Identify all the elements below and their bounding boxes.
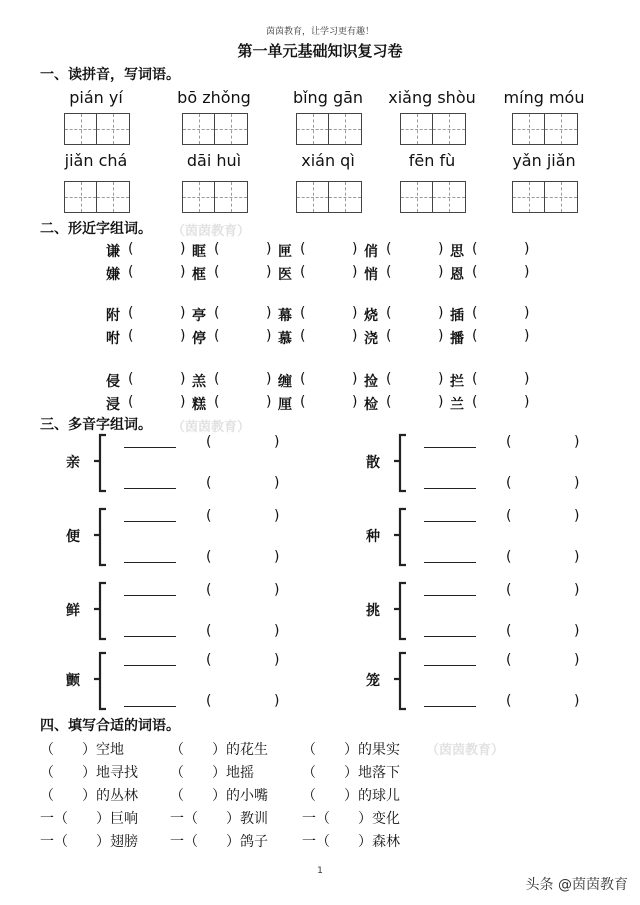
answer-line [124,706,176,707]
brace-icon [92,433,108,493]
writing-grid[interactable] [182,181,248,213]
brace-icon [92,507,108,567]
character: 恩 [450,267,464,283]
grid-cell [401,182,433,212]
open-paren: ( [206,508,212,524]
grid-cell [545,114,577,144]
fill-item: （ ）的丛林 [40,788,138,804]
character: 医 [278,267,292,283]
section1-heading: 一、读拼音，写词语。 [40,67,180,83]
character: 厘 [278,397,292,413]
character: 悄 [364,267,378,283]
fill-item: 一（ ）鸽子 [170,834,268,850]
open-paren: ( [214,371,220,387]
open-paren: ( [506,652,512,668]
close-paren: ) [438,371,444,387]
open-paren: ( [206,549,212,565]
close-paren: ) [524,328,530,344]
close-paren: ) [524,394,530,410]
grid-cell [329,114,361,144]
open-paren: ( [472,264,478,280]
answer-line [424,706,476,707]
pinyin-label: xián qì [301,151,355,170]
close-paren: ) [524,371,530,387]
open-paren: ( [386,264,392,280]
open-paren: ( [506,582,512,598]
close-paren: ) [574,434,580,450]
open-paren: ( [214,264,220,280]
answer-line [424,521,476,522]
close-paren: ) [352,241,358,257]
grid-cell [65,182,97,212]
close-paren: ) [266,371,272,387]
open-paren: ( [206,623,212,639]
answer-line [124,562,176,563]
polyphone-char: 散 [366,455,380,471]
answer-line [124,488,176,489]
character: 幕 [278,308,292,324]
character: 停 [192,331,206,347]
character: 缠 [278,374,292,390]
grid-cell [65,114,97,144]
close-paren: ) [180,241,186,257]
fill-item: （ ）的花生 [170,742,268,758]
fill-item: （ ）地寻找 [40,765,138,781]
open-paren: ( [206,475,212,491]
brace-icon [392,581,408,641]
open-paren: ( [472,241,478,257]
watermark: （茵茵教育） [426,743,505,758]
open-paren: ( [206,652,212,668]
open-paren: ( [506,549,512,565]
character: 检 [364,397,378,413]
character: 捡 [364,374,378,390]
open-paren: ( [300,394,306,410]
character: 侵 [106,374,120,390]
grid-cell [215,182,247,212]
page-number: 1 [317,866,323,876]
open-paren: ( [506,475,512,491]
close-paren: ) [180,264,186,280]
close-paren: ) [180,328,186,344]
pinyin-label: xiǎng shòu [388,88,476,107]
pinyin-label: jiǎn chá [64,151,128,170]
open-paren: ( [386,241,392,257]
close-paren: ) [438,241,444,257]
header-note: 茵茵教育，让学习更有趣！ [265,27,374,37]
open-paren: ( [506,508,512,524]
close-paren: ) [180,394,186,410]
close-paren: ) [438,305,444,321]
answer-line [124,636,176,637]
close-paren: ) [274,508,280,524]
character: 拦 [450,374,464,390]
open-paren: ( [300,328,306,344]
polyphone-char: 挑 [366,603,380,619]
pinyin-label: yǎn jiǎn [512,151,576,170]
grid-cell [97,114,129,144]
grid-cell [513,114,545,144]
character: 浸 [106,397,120,413]
character: 烧 [364,308,378,324]
character: 亭 [192,308,206,324]
open-paren: ( [214,241,220,257]
pinyin-label: dāi huì [186,151,242,170]
open-paren: ( [472,394,478,410]
answer-line [424,636,476,637]
grid-cell [513,182,545,212]
close-paren: ) [352,328,358,344]
open-paren: ( [128,241,134,257]
fill-item: （ ）空地 [40,742,124,758]
close-paren: ) [274,434,280,450]
grid-cell [183,114,215,144]
character: 匣 [278,244,292,260]
open-paren: ( [128,264,134,280]
close-paren: ) [274,549,280,565]
close-paren: ) [574,693,580,709]
brace-icon [92,651,108,711]
open-paren: ( [300,305,306,321]
open-paren: ( [300,264,306,280]
character: 框 [192,267,206,283]
close-paren: ) [274,582,280,598]
answer-line [424,488,476,489]
open-paren: ( [128,394,134,410]
open-paren: ( [206,693,212,709]
character: 羔 [192,374,206,390]
open-paren: ( [472,371,478,387]
character: 兰 [450,397,464,413]
grid-cell [545,182,577,212]
fill-item: （ ）的小嘴 [170,788,268,804]
character: 慕 [278,331,292,347]
close-paren: ) [574,549,580,565]
close-paren: ) [180,371,186,387]
close-paren: ) [274,652,280,668]
answer-line [124,447,176,448]
answer-line [424,447,476,448]
polyphone-char: 颤 [66,673,80,689]
close-paren: ) [266,241,272,257]
brace-icon [392,507,408,567]
grid-cell [329,182,361,212]
character: 插 [450,308,464,324]
character: 附 [106,308,120,324]
character: 俏 [364,244,378,260]
brand-label: 头条 @茵茵教育 [525,877,628,893]
open-paren: ( [128,371,134,387]
writing-grid[interactable] [182,113,248,145]
character: 嫌 [106,267,120,283]
pinyin-label: pián yí [69,88,123,107]
close-paren: ) [180,305,186,321]
open-paren: ( [206,434,212,450]
character: 谦 [106,244,120,260]
close-paren: ) [574,623,580,639]
close-paren: ) [352,394,358,410]
close-paren: ) [266,394,272,410]
open-paren: ( [214,328,220,344]
close-paren: ) [266,328,272,344]
open-paren: ( [386,371,392,387]
writing-grid[interactable] [296,113,362,145]
fill-item: （ ）地摇 [170,765,254,781]
open-paren: ( [386,394,392,410]
polyphone-char: 鲜 [66,603,80,619]
close-paren: ) [274,693,280,709]
answer-line [124,665,176,666]
close-paren: ) [266,305,272,321]
fill-item: 一（ ）教训 [170,811,268,827]
open-paren: ( [214,394,220,410]
answer-line [424,562,476,563]
fill-item: 一（ ）翅膀 [40,834,138,850]
polyphone-char: 种 [366,529,380,545]
open-paren: ( [472,328,478,344]
answer-line [424,595,476,596]
close-paren: ) [438,328,444,344]
close-paren: ) [266,264,272,280]
character: 播 [450,331,464,347]
writing-grid[interactable] [400,181,466,213]
grid-cell [433,114,465,144]
fill-item: 一（ ）巨响 [40,811,138,827]
open-paren: ( [472,305,478,321]
grid-cell [183,182,215,212]
fill-item: （ ）的果实 [302,742,400,758]
grid-cell [97,182,129,212]
pinyin-label: fēn fù [408,151,456,170]
writing-grid[interactable] [64,113,130,145]
character: 思 [450,244,464,260]
open-paren: ( [206,582,212,598]
open-paren: ( [300,241,306,257]
writing-grid[interactable] [512,181,578,213]
brace-icon [392,651,408,711]
open-paren: ( [506,623,512,639]
fill-item: （ ）地落下 [302,765,400,781]
fill-item: （ ）的球儿 [302,788,400,804]
pinyin-label: bō zhǒng [177,88,251,107]
grid-cell [297,182,329,212]
section4-heading: 四、填写合适的词语。 [40,718,180,734]
close-paren: ) [274,475,280,491]
character: 糕 [192,397,206,413]
writing-grid[interactable] [400,113,466,145]
polyphone-char: 笼 [366,673,380,689]
close-paren: ) [274,623,280,639]
watermark: （茵茵教育） [172,224,251,239]
open-paren: ( [128,328,134,344]
writing-grid[interactable] [64,181,130,213]
open-paren: ( [386,328,392,344]
grid-cell [433,182,465,212]
close-paren: ) [352,305,358,321]
grid-cell [297,114,329,144]
fill-item: 一（ ）变化 [302,811,400,827]
character: 浇 [364,331,378,347]
character: 眶 [192,244,206,260]
open-paren: ( [506,693,512,709]
open-paren: ( [214,305,220,321]
writing-grid[interactable] [512,113,578,145]
close-paren: ) [352,371,358,387]
close-paren: ) [524,305,530,321]
grid-cell [215,114,247,144]
answer-line [424,665,476,666]
close-paren: ) [438,394,444,410]
open-paren: ( [300,371,306,387]
answer-line [124,595,176,596]
section2-heading: 二、形近字组词。 [40,221,152,237]
polyphone-char: 便 [66,529,80,545]
close-paren: ) [574,652,580,668]
close-paren: ) [524,264,530,280]
close-paren: ) [524,241,530,257]
open-paren: ( [506,434,512,450]
page-title: 第一单元基础知识复习卷 [237,42,403,60]
polyphone-char: 亲 [66,455,80,471]
grid-cell [401,114,433,144]
pinyin-label: míng móu [503,88,585,107]
close-paren: ) [352,264,358,280]
character: 咐 [106,331,120,347]
close-paren: ) [574,582,580,598]
fill-item: 一（ ）森林 [302,834,400,850]
close-paren: ) [574,475,580,491]
brace-icon [92,581,108,641]
pinyin-label: bǐng gān [292,88,364,107]
answer-line [124,521,176,522]
section3-heading: 三、多音字组词。 [40,417,152,433]
close-paren: ) [438,264,444,280]
open-paren: ( [128,305,134,321]
brace-icon [392,433,408,493]
open-paren: ( [386,305,392,321]
watermark: （茵茵教育） [172,420,251,435]
close-paren: ) [574,508,580,524]
writing-grid[interactable] [296,181,362,213]
